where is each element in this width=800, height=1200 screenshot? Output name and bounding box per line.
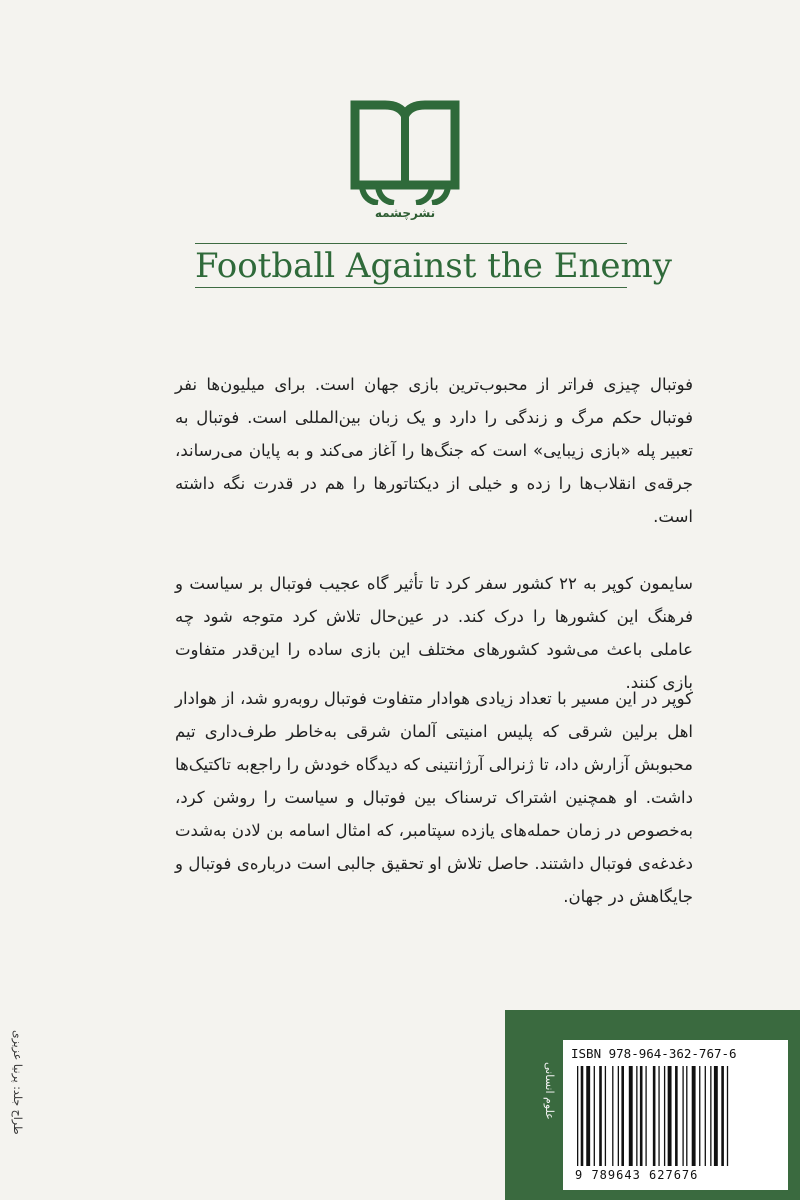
- isbn-label: ISBN 978-964-362-767-6: [571, 1046, 737, 1061]
- publisher-name: نشرچشمه: [374, 206, 436, 220]
- description-paragraph: فوتبال چیزی فراتر از محبوب‌ترین بازی جهان است. برای میلیون‌ها نفر فوتبال حکم مرگ و زندگی را دارد و یک زبان بین‌المللی است. فوتبال به تعبیر پله «بازی زیبایی» است که جنگ‌ها را آغاز می‌کند و به پایان می‌رساند، جرقه‌ی انقلاب‌ها را زده و خیلی از دیکتاتورها را هم در قدرت نگه داشته است.: [175, 375, 693, 526]
- isbn-panel: [563, 1040, 788, 1190]
- title-top-rule: [195, 243, 627, 244]
- barcode-digits: 9 789643 627676: [575, 1168, 699, 1182]
- description-paragraph: سایمون کوپر به ۲۲ کشور سفر کرد تا تأثیر گاه عجیب فوتبال بر سیاست و فرهنگ این کشورها را درک کند. در عین‌حال تلاش کرد متوجه شود چه عاملی باعث می‌شود کشورهای مختلف این بازی ساده را این‌قدر متفاوت بازی کنند.: [175, 574, 694, 692]
- barcode-icon: [575, 1066, 775, 1166]
- book-title: Football Against the Enemy: [195, 246, 672, 286]
- cover-designer-credit: طراح جلد: پرنیا عزیزی: [11, 1030, 24, 1135]
- title-bottom-rule: [195, 287, 627, 288]
- category-label: علوم انسانی: [543, 1062, 556, 1120]
- description-paragraph: کوپر در این مسیر با تعداد زیادی هوادار متفاوت فوتبال روبه‌رو شد، از هوادار اهل برلین شرقی که پلیس امنیتی آلمان شرقی به‌خاطر طرف‌داری تیم محبوبش آزارش داد، تا ژنرالی آرژانتینی که دیدگاه خودش را راجع‌به تاکتیک‌ها داشت. او همچنین اشتراک ترسناک بین فوتبال و سیاست را روشن کرد، به‌خصوص در زمان حمله‌های یازده سپتامبر، که امثال اسامه بن لادن به‌شدت دغدغه‌ی فوتبال داشتند. حاصل تلاش او تحقیق جالبی است درباره‌ی فوتبال و جایگاهش در جهان.: [175, 689, 693, 906]
